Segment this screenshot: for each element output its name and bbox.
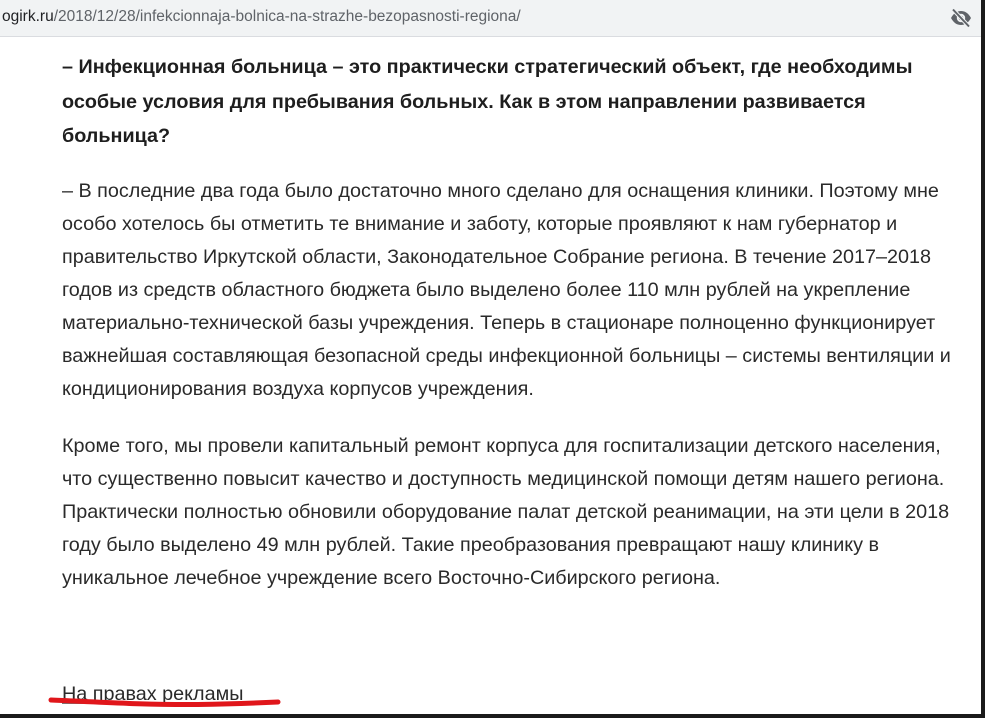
eye-slash-icon[interactable] xyxy=(948,6,974,30)
interview-answer-paragraph-2: Кроме того, мы провели капитальный ремонт корпуса для госпитализации детского населения, что существенно повысит качество и доступность медицинской помощи детям нашего региона. Практически полностью обновили оборудование палат детской реанимации, на эти цели в 2018 году было выделено 49 млн рублей. Такие преобразования превращают нашу клинику в уникальное лечебное учреждение всего Восточно-Сибирского региона. xyxy=(62,434,950,589)
url-path: /2018/12/28/infekcionnaja-bolnica-na-strazhe-bezopasnosti-regiona/ xyxy=(53,8,521,25)
interview-question: – Инфекционная больница – это практически стратегический объект, где необходимы особые условия для пребывания больных. Как в этом направлении развивается больница? xyxy=(62,56,913,147)
url-domain: ogirk.ru xyxy=(2,8,54,25)
url-text[interactable] xyxy=(2,8,521,26)
advertising-disclaimer-link[interactable]: На правах рекламы xyxy=(62,683,244,705)
interview-answer-paragraph-1: – В последние два года было достаточно много сделано для оснащения клиники. Поэтому мне особо хотелось бы отметить те внимание и заботу, которые проявляют к нам губернатор и правительство Иркутской области, Законодательное Собрание региона. В течение 2017–2018 годов из средств областного бюджета было выделено более 110 млн рублей на укрепление материально-технической базы учреждения. Теперь в стационаре полноценно функционирует важнейшая составляющая безопасной среды инфекционной больницы – системы вентиляции и кондиционирования воздуха корпусов учреждения. xyxy=(62,179,951,400)
red-underline-annotation xyxy=(48,694,284,710)
article-body xyxy=(62,50,967,595)
address-bar[interactable] xyxy=(0,0,981,37)
